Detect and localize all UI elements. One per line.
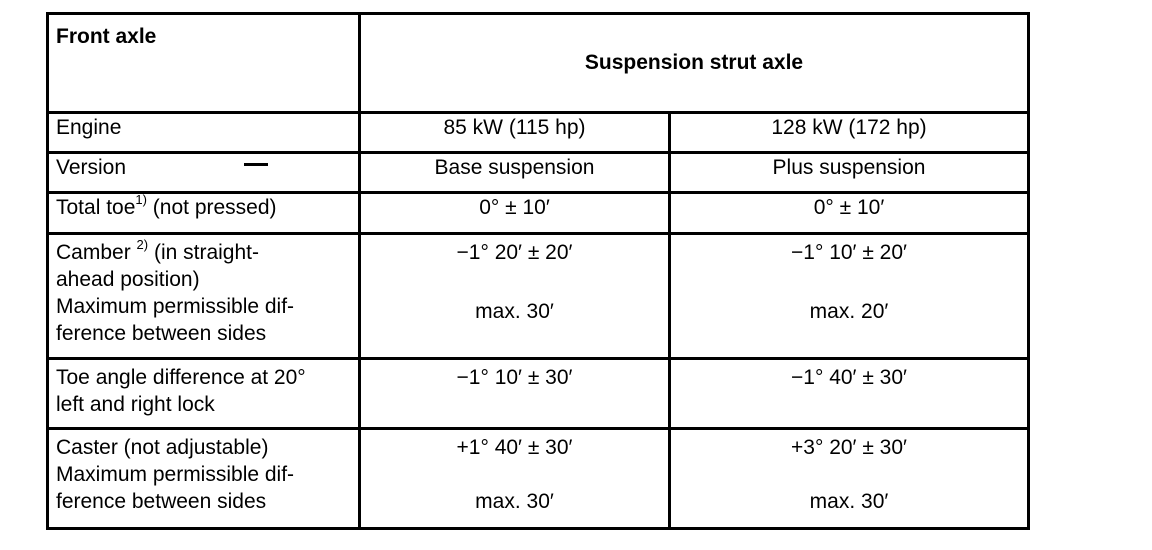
spacer [368, 461, 661, 488]
engine-col2: 128 kW (172 hp) [670, 112, 1029, 152]
total-toe-label-cell [48, 193, 360, 233]
camber-label-cell [48, 233, 360, 358]
total-toe-label-suffix: (not pressed) [152, 196, 277, 220]
front-axle-spec-table [46, 12, 1030, 530]
caster-label-line2: Maximum permissible dif- [56, 463, 295, 487]
toe-angle-label-line2: left and right lock [56, 393, 215, 417]
camber-label-line3: Maximum permissible dif- [56, 294, 295, 318]
camber-label-suffix: (in straight- [153, 240, 259, 264]
camber-col2-max: max. 20′ [809, 299, 889, 323]
caster-label-line1: Caster (not adjustable) [56, 436, 269, 460]
camber-label-line4: ference between sides [56, 321, 267, 345]
caster-row [48, 429, 1029, 529]
caster-col2-max: max. 30′ [809, 490, 889, 514]
engine-col1: 85 kW (115 hp) [360, 112, 670, 152]
version-row [48, 153, 1029, 193]
toe-angle-row [48, 359, 1029, 429]
caster-col2 [670, 429, 1029, 529]
footnote-2-mark: 2) [136, 236, 149, 252]
camber-label: Camber [56, 240, 131, 264]
caster-col1-max: max. 30′ [475, 490, 554, 514]
toe-angle-col2: −1° 40′ ± 30′ [791, 366, 907, 390]
caster-col1-value: +1° 40′ ± 30′ [456, 436, 573, 460]
front-axle-heading: Front axle [48, 14, 360, 113]
camber-col1 [360, 233, 670, 358]
engine-row [48, 112, 1029, 152]
total-toe-col2: 0° ± 10′ [670, 193, 1029, 233]
spacer [368, 266, 661, 298]
version-col2: Plus suspension [670, 153, 1029, 193]
dash-mark [244, 163, 268, 166]
toe-angle-col1: −1° 10′ ± 30′ [456, 366, 573, 390]
camber-col2-value: −1° 10′ ± 20′ [791, 240, 907, 264]
total-toe-label: Total toe [56, 196, 136, 220]
caster-col1 [360, 429, 670, 529]
total-toe-row [48, 193, 1029, 233]
camber-col2 [670, 233, 1029, 358]
camber-label-line2: ahead position) [56, 267, 200, 291]
suspension-strut-axle-heading: Suspension strut axle [360, 14, 1029, 113]
footnote-1-mark: 1) [135, 192, 147, 208]
toe-angle-label-line1: Toe angle difference at 20° [56, 366, 306, 390]
toe-angle-col1-cell [360, 359, 670, 429]
version-label: Version [56, 156, 127, 180]
engine-label: Engine [48, 112, 360, 152]
version-col1: Base suspension [360, 153, 670, 193]
header-row [48, 14, 1029, 113]
camber-col1-value: −1° 20′ ± 20′ [456, 240, 573, 264]
spacer [678, 266, 1020, 298]
camber-col1-max: max. 30′ [475, 299, 554, 323]
camber-row [48, 233, 1029, 358]
spacer [678, 461, 1020, 488]
total-toe-col1: 0° ± 10′ [360, 193, 670, 233]
toe-angle-col2-cell [670, 359, 1029, 429]
caster-label-line3: ference between sides [56, 490, 267, 514]
camber-label-line1 [56, 235, 351, 266]
toe-angle-label-cell [48, 359, 360, 429]
version-label-cell [48, 153, 360, 193]
caster-col2-value: +3° 20′ ± 30′ [791, 436, 907, 460]
caster-label-cell [48, 429, 360, 529]
